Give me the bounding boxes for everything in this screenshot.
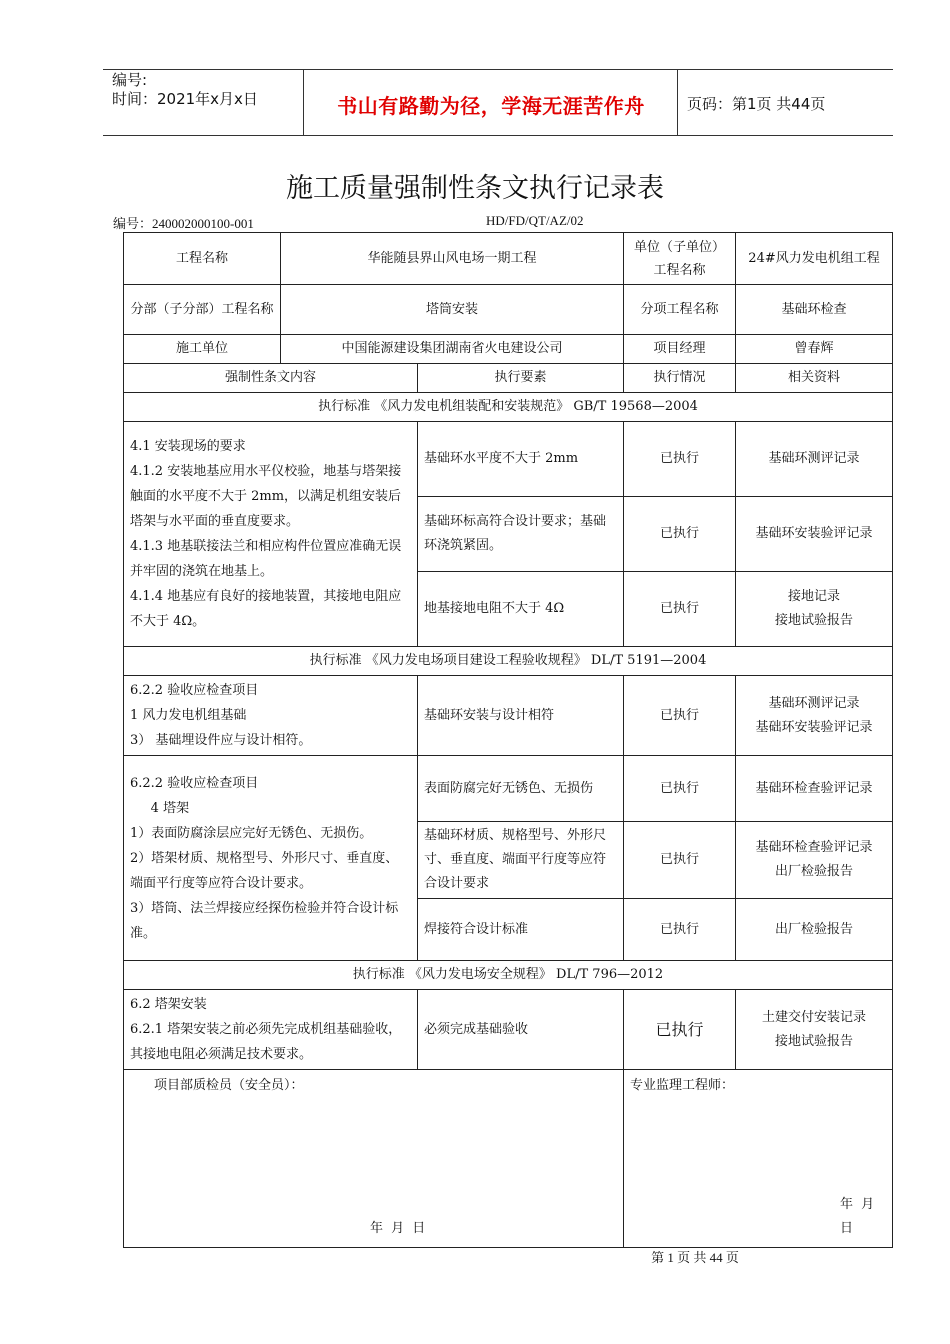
status-cell: 已执行 (624, 990, 736, 1070)
clause-line: 4.1 安装现场的要求 (130, 439, 246, 454)
col-element: 执行要素 (418, 364, 624, 393)
doc-line: 出厂检验报告 (775, 864, 854, 879)
unit-project: 24#风力发电机组工程 (736, 233, 893, 285)
doc-line: 土建交付安装记录 (762, 1009, 867, 1025)
signature-row (124, 1070, 893, 1248)
clause-cell (124, 990, 418, 1070)
column-header-row (124, 364, 893, 393)
project-name: 华能随县界山风电场一期工程 (281, 233, 624, 285)
doc-line: 基础环安装验评记录 (755, 719, 873, 735)
header-divider-2 (677, 69, 678, 136)
header-page: 页码：第1页 共44页 (687, 95, 826, 113)
clause-line: 4.1.3 地基联接法兰和相应构件位置应准确无误并牢固的浇筑在地基上。 (130, 539, 402, 579)
info-row-contractor (124, 335, 893, 364)
status-cell: 已执行 (624, 572, 736, 647)
division: 塔筒安装 (281, 285, 624, 335)
unit-project-label: 单位（子单位）工程名称 (624, 233, 736, 285)
division-label: 分部（子分部）工程名称 (124, 285, 281, 335)
docs-cell (736, 422, 893, 497)
status-cell: 已执行 (624, 422, 736, 497)
item: 基础环检查 (736, 285, 893, 335)
signature-left-date: 年 月 日 (370, 1221, 428, 1236)
clause-line: 3） 基础埋设件应与设计相符。 (130, 733, 312, 748)
doc-line: 基础环测评记录 (768, 451, 860, 466)
table-row (124, 676, 893, 756)
docs-cell (736, 822, 893, 899)
info-row-project (124, 233, 893, 285)
docs-cell (736, 899, 893, 961)
docs-cell (736, 497, 893, 572)
clause-line: 1 风力发电机组基础 (130, 708, 247, 723)
element-cell: 焊接符合设计标准 (418, 899, 624, 961)
page-title: 施工质量强制性条文执行记录表 (286, 173, 664, 204)
clause-line: 6.2.1 塔架安装之前必须先完成机组基础验收，其接地电阻必须满足技术要求。 (130, 1022, 402, 1062)
clause-cell (124, 422, 418, 647)
info-row-division (124, 285, 893, 335)
item-label: 分项工程名称 (624, 285, 736, 335)
status-cell: 已执行 (624, 899, 736, 961)
page-footer: 第 1 页 共 44 页 (651, 1250, 739, 1265)
clause-line: 6.2.2 验收应检查项目 (130, 683, 259, 698)
col-status: 执行情况 (624, 364, 736, 393)
clause-cell (124, 676, 418, 756)
contractor-label: 施工单位 (124, 335, 281, 364)
docs-cell (736, 756, 893, 822)
manager: 曾春辉 (736, 335, 893, 364)
header-bianhao: 编号: (112, 71, 148, 89)
clause-line: 2）塔架材质、规格型号、外形尺寸、垂直度、端面平行度等应符合设计要求。 (130, 850, 399, 891)
doc-line: 基础环检查验评记录 (755, 840, 873, 855)
header-bottom-line (103, 135, 893, 136)
doc-line: 基础环安装验评记录 (755, 526, 873, 541)
standard-row (124, 647, 893, 676)
clause-line: 4.1.2 安装地基应用水平仪校验，地基与塔架接触面的水平度不大于 2mm，以满足机组安装后塔架与水平面的垂直度要求。 (130, 464, 402, 529)
element-cell: 必须完成基础验收 (418, 990, 624, 1070)
table-row (124, 990, 893, 1070)
col-docs: 相关资料 (736, 364, 893, 393)
standard-dl796: 执行标准 《风力发电场安全规程》 DL/T 796—2012 (124, 961, 893, 990)
table-row (124, 422, 893, 497)
signature-right-date: 年 月 日 (840, 1197, 877, 1236)
table-row (124, 756, 893, 822)
element-cell: 表面防腐完好无锈色、无损伤 (418, 756, 624, 822)
status-cell: 已执行 (624, 676, 736, 756)
element-cell: 基础环水平度不大于 2mm (418, 422, 624, 497)
clause-cell (124, 756, 418, 961)
signature-left (124, 1070, 624, 1248)
doc-line: 基础环检查验评记录 (755, 780, 873, 796)
status-cell: 已执行 (624, 822, 736, 899)
doc-line: 接地试验报告 (775, 1033, 854, 1049)
doc-line: 接地记录 (788, 589, 841, 604)
record-table (123, 232, 893, 1248)
element-cell: 基础环标高符合设计要求；基础环浇筑紧固。 (418, 497, 624, 572)
docs-cell (736, 990, 893, 1070)
contractor: 中国能源建设集团湖南省火电建设公司 (281, 335, 624, 364)
docs-cell (736, 572, 893, 647)
signature-right (624, 1070, 893, 1248)
clause-line: 1）表面防腐涂层应完好无锈色、无损伤。 (130, 825, 373, 841)
header-top-line (103, 69, 893, 70)
doc-line: 接地试验报告 (775, 613, 854, 628)
element-cell: 基础环安装与设计相符 (418, 676, 624, 756)
header-time: 时间：2021年x月x日 (112, 90, 258, 108)
header-divider-1 (303, 69, 304, 136)
docs-cell (736, 676, 893, 756)
clause-line: 3）塔筒、法兰焊接应经探伤检验并符合设计标准。 (130, 900, 399, 941)
clause-line: 6.2 塔架安装 (130, 997, 207, 1012)
element-cell: 基础环材质、规格型号、外形尺寸、垂直度、端面平行度等应符合设计要求 (418, 822, 624, 899)
clause-line: 4 塔架 (130, 800, 190, 816)
header-motto: 书山有路勤为径，学海无涯苦作舟 (337, 94, 645, 118)
clause-line: 6.2.2 验收应检查项目 (130, 775, 259, 791)
standard-row (124, 393, 893, 422)
col-clause: 强制性条文内容 (124, 364, 418, 393)
status-cell: 已执行 (624, 756, 736, 822)
project-name-label: 工程名称 (124, 233, 281, 285)
manager-label: 项目经理 (624, 335, 736, 364)
signature-left-label: 项目部质检员（安全员）： (154, 1078, 304, 1093)
status-cell: 已执行 (624, 497, 736, 572)
doc-line: 基础环测评记录 (768, 695, 860, 711)
doc-number: 编号：240002000100-001 (113, 216, 254, 231)
standard-dl5191: 执行标准 《风力发电场项目建设工程验收规程》 DL/T 5191—2004 (124, 647, 893, 676)
signature-right-label: 专业监理工程师： (630, 1078, 735, 1093)
element-cell: 地基接地电阻不大于 4Ω (418, 572, 624, 647)
standard-gb19568: 执行标准 《风力发电机组装配和安装规范》 GB/T 19568—2004 (124, 393, 893, 422)
clause-line: 4.1.4 地基应有良好的接地装置，其接地电阻应不大于 4Ω。 (130, 589, 402, 629)
doc-code: HD/FD/QT/AZ/02 (486, 213, 584, 228)
standard-row (124, 961, 893, 990)
doc-line: 出厂检验报告 (775, 921, 854, 937)
